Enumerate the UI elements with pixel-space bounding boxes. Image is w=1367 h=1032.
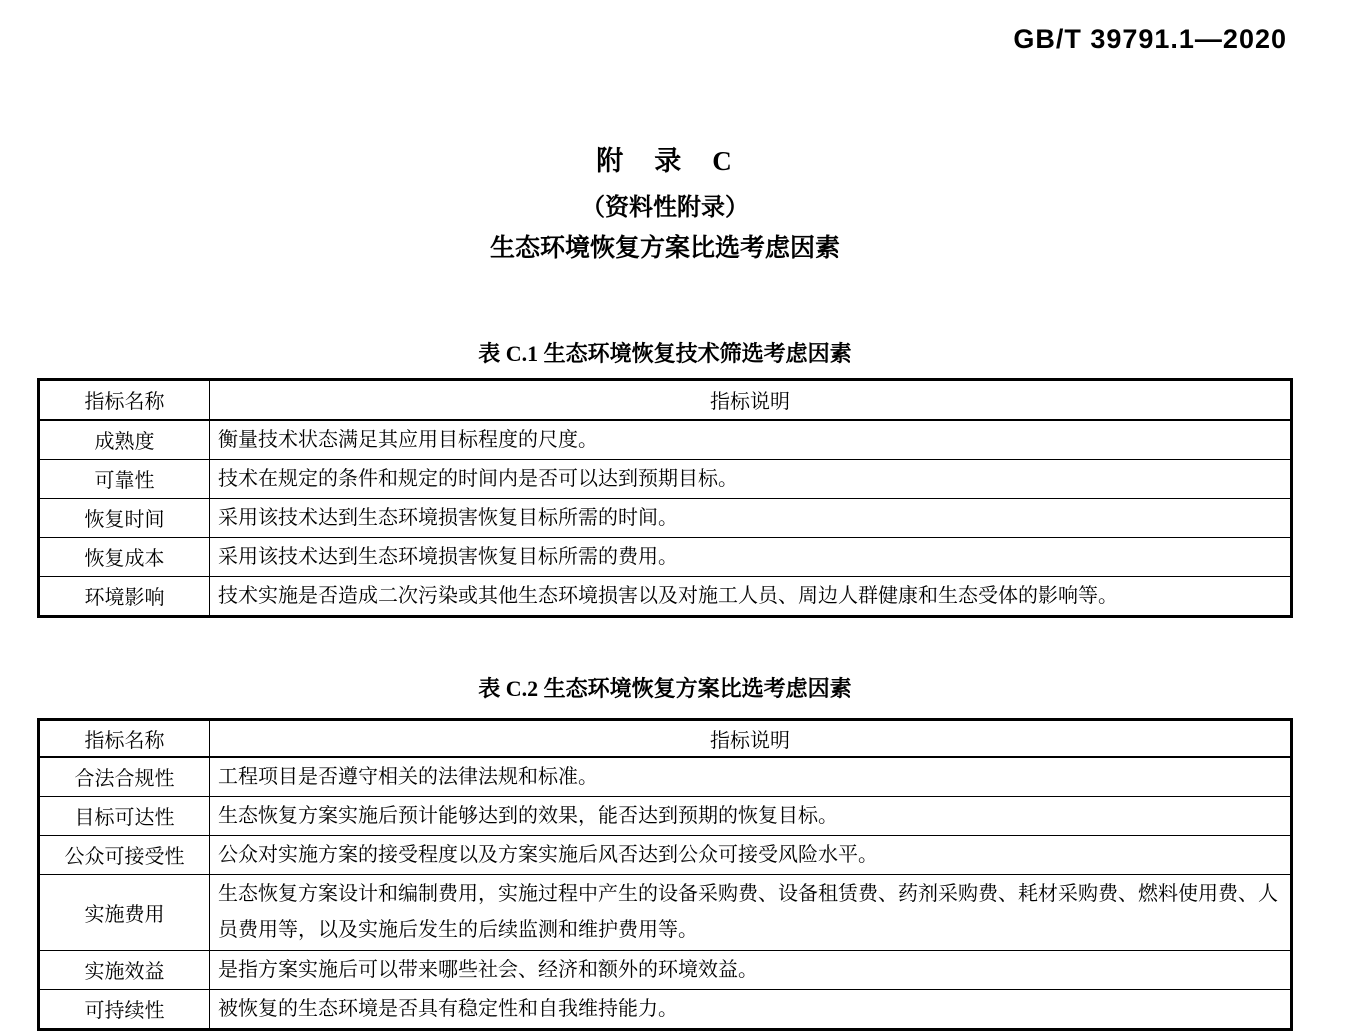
- indicator-name-cell: 目标可达性: [39, 796, 210, 835]
- table-row: [39, 835, 1292, 874]
- indicator-name-cell: 恢复时间: [39, 498, 210, 537]
- table-row: [39, 498, 1292, 537]
- indicator-name-cell: 成熟度: [39, 420, 210, 460]
- indicator-desc-cell: 生态恢复方案设计和编制费用，实施过程中产生的设备采购费、设备租赁费、药剂采购费、耗材采购费、燃料使用费、人员费用等，以及实施后发生的后续监测和维护费用等。: [210, 874, 1292, 950]
- indicator-desc-cell: 被恢复的生态环境是否具有稳定性和自我维持能力。: [210, 989, 1292, 1029]
- indicator-name-cell: 公众可接受性: [39, 835, 210, 874]
- indicator-name-cell: 环境影响: [39, 576, 210, 616]
- indicator-name-cell: 合法合规性: [39, 757, 210, 797]
- indicator-desc-cell: 生态恢复方案实施后预计能够达到的效果，能否达到预期的恢复目标。: [210, 796, 1292, 835]
- table-row: [39, 576, 1292, 616]
- column-header-indicator-desc: 指标说明: [210, 720, 1292, 757]
- table-row: [39, 757, 1292, 797]
- column-header-indicator-name: 指标名称: [39, 380, 210, 420]
- indicator-desc-cell: 是指方案实施后可以带来哪些社会、经济和额外的环境效益。: [210, 950, 1292, 989]
- table-row: [39, 459, 1292, 498]
- table-c1-caption: 表 C.1 生态环境恢复技术筛选考虑因素: [478, 341, 852, 366]
- appendix-type-label: （资料性附录）: [581, 195, 749, 221]
- indicator-desc-cell: 技术实施是否造成二次污染或其他生态环境损害以及对施工人员、周边人群健康和生态受体的影响等。: [210, 576, 1292, 616]
- indicator-desc-cell: 技术在规定的条件和规定的时间内是否可以达到预期目标。: [210, 459, 1292, 498]
- table-c1: [37, 378, 1293, 618]
- table-c2: [37, 718, 1293, 1031]
- indicator-desc-cell: 工程项目是否遵守相关的法律法规和标准。: [210, 757, 1292, 797]
- appendix-heading: 生态环境恢复方案比选考虑因素: [489, 235, 840, 262]
- column-header-indicator-desc: 指标说明: [210, 380, 1292, 420]
- table-row: [39, 537, 1292, 576]
- table-row: [39, 989, 1292, 1029]
- table-c2-header-row: [39, 720, 1292, 757]
- indicator-name-cell: 可持续性: [39, 989, 210, 1029]
- table-row: [39, 796, 1292, 835]
- column-header-indicator-name: 指标名称: [39, 720, 210, 757]
- indicator-name-cell: 恢复成本: [39, 537, 210, 576]
- indicator-name-cell: 实施费用: [39, 874, 210, 950]
- appendix-title-block: [37, 144, 1293, 267]
- indicator-desc-cell: 采用该技术达到生态环境损害恢复目标所需的时间。: [210, 498, 1292, 537]
- indicator-name-cell: 可靠性: [39, 459, 210, 498]
- table-c1-header-row: [39, 380, 1292, 420]
- indicator-desc-cell: 公众对实施方案的接受程度以及方案实施后风否达到公众可接受风险水平。: [210, 835, 1292, 874]
- table-row: [39, 874, 1292, 950]
- table-c2-caption: 表 C.2 生态环境恢复方案比选考虑因素: [478, 676, 852, 701]
- indicator-name-cell: 实施效益: [39, 950, 210, 989]
- indicator-desc-cell: 衡量技术状态满足其应用目标程度的尺度。: [210, 420, 1292, 460]
- standard-number: GB/T 39791.1—2020: [1013, 24, 1287, 54]
- table-row: [39, 950, 1292, 989]
- table-row: [39, 420, 1292, 460]
- indicator-desc-cell: 采用该技术达到生态环境损害恢复目标所需的费用。: [210, 537, 1292, 576]
- appendix-label: 附 录 C: [596, 146, 734, 176]
